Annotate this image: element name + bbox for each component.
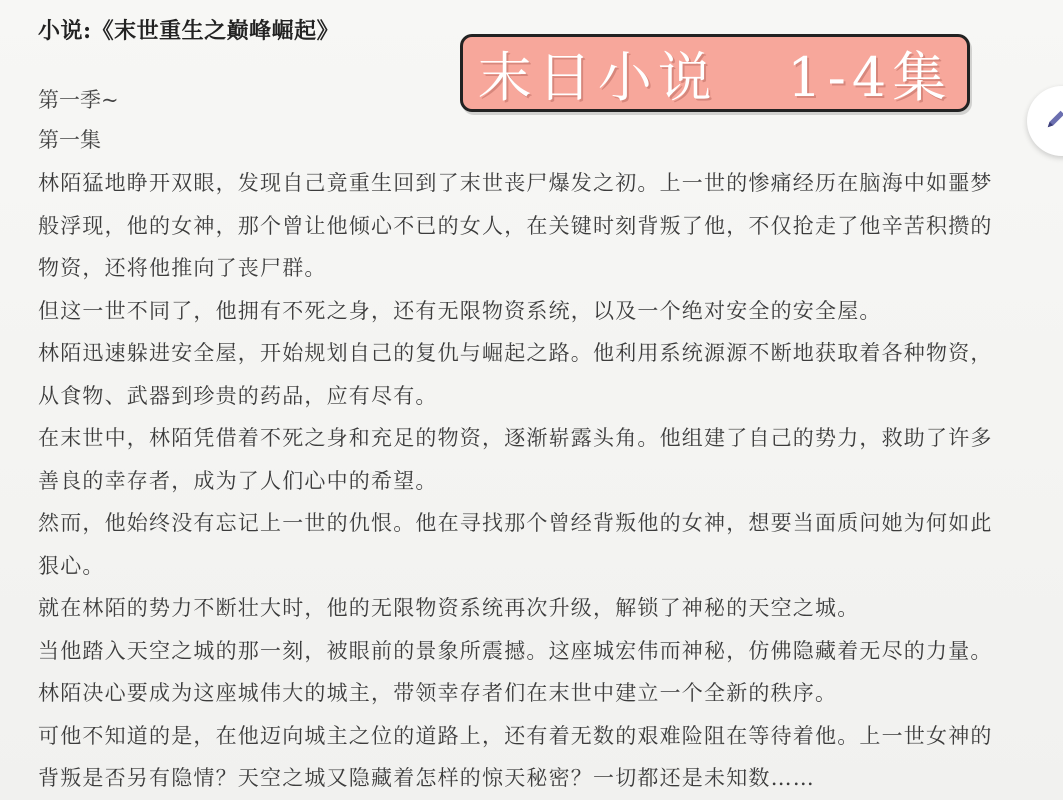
paragraph: 当他踏入天空之城的那一刻，被眼前的景象所震撼。这座城宏伟而神秘，仿佛隐藏着无尽的力量。林陌决心要成为这座城伟大的城主，带领幸存者们在末世中建立一个全新的秩序。 — [38, 638, 993, 705]
title-banner — [460, 34, 970, 112]
paragraph: 就在林陌的势力不断壮大时，他的无限物资系统再次升级，解锁了神秘的天空之城。 — [38, 596, 860, 620]
paragraph: 林陌猛地睁开双眼，发现自己竟重生回到了末世丧尸爆发之初。上一世的惨痛经历在脑海中如噩梦般浮现，他的女神，那个曾让他倾心不已的女人，在关键时刻背叛了他，不仅抢走了他辛苦积攒的物资，还将他推向了丧尸群。 — [38, 171, 993, 280]
edit-button[interactable] — [1027, 86, 1063, 156]
season-heading: 第一季~ — [38, 88, 119, 112]
document-title: 小说:《末世重生之巅峰崛起》 — [38, 18, 340, 44]
paragraph: 然而，他始终没有忘记上一世的仇恨。他在寻找那个曾经背叛他的女神，想要当面质问她为何如此狠心。 — [38, 511, 993, 578]
episode-heading: 第一集 — [38, 128, 101, 152]
paragraph: 在末世中，林陌凭借着不死之身和充足的物资，逐渐崭露头角。他组建了自己的势力，救助了许多善良的幸存者，成为了人们心中的希望。 — [38, 426, 993, 493]
banner-text: 末日小说 1-4集 — [477, 45, 953, 109]
paragraph: 但这一世不同了，他拥有不死之身，还有无限物资系统，以及一个绝对安全的安全屋。 — [38, 298, 882, 323]
pencil-icon — [1045, 108, 1063, 134]
story-body — [38, 162, 1013, 800]
paragraph: 林陌迅速躲进安全屋，开始规划自己的复仇与崛起之路。他利用系统源源不断地获取着各种物资，从食物、武器到珍贵的药品，应有尽有。 — [38, 341, 993, 408]
paragraph: 可他不知道的是，在他迈向城主之位的道路上，还有着无数的艰难险阻在等待着他。上一世女神的背叛是否另有隐情？天空之城又隐藏着怎样的惊天秘密？一切都还是未知数…… — [38, 723, 993, 790]
